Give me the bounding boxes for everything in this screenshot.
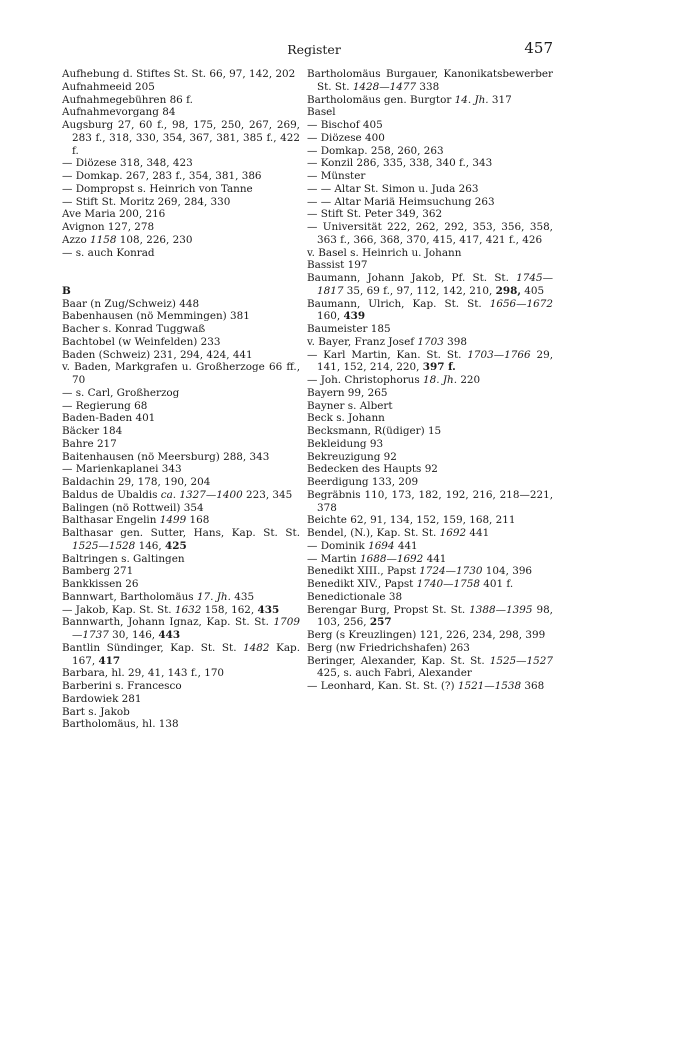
entry-text: — Bischof 405 <box>307 119 383 131</box>
entry-text: — Domkap. 258, 260, 263 <box>307 144 444 157</box>
entry-text: 17. Jh. <box>196 590 231 603</box>
entry-text: 1703 <box>417 335 444 348</box>
entry-text: Bantlin Sündinger, Kap. St. St. <box>62 641 244 654</box>
entry-text: Bartholomäus, hl. 138 <box>62 718 179 731</box>
index-entry <box>307 183 553 196</box>
entry-text: 160, <box>317 310 344 323</box>
index-entry <box>62 680 300 693</box>
index-entry <box>307 591 553 604</box>
index-entry <box>307 451 553 464</box>
index-entry <box>62 221 300 234</box>
entry-text: Balthasar gen. Sutter, Hans, Kap. St. St. <box>62 527 300 539</box>
entry-text: — Leonhard, Kan. St. St. (?) <box>307 680 458 692</box>
entry-text: 1388—1395 <box>469 603 533 616</box>
entry-text: 29, 141, 152, 214, 220, <box>317 348 553 374</box>
entry-text: Baumann, Ulrich, Kap. St. St. <box>307 297 490 310</box>
entry-text: 1632 <box>174 603 202 616</box>
entry-text: 417 <box>98 654 121 667</box>
index-entry <box>307 68 553 94</box>
entry-text: Bedecken des Haupts 92 <box>307 463 438 476</box>
index-column-left <box>62 68 300 731</box>
index-entry <box>62 667 300 680</box>
entry-text: Beerdigung 133, 209 <box>307 476 419 488</box>
entry-text: Bahre 217 <box>62 437 117 450</box>
entry-text: 1688—1692 <box>360 552 424 565</box>
entry-text: — — Altar Mariä Heimsuchung 263 <box>307 195 495 208</box>
index-entry <box>307 412 553 425</box>
entry-text: 435 <box>230 590 255 603</box>
index-entry <box>62 451 300 464</box>
entry-text: 98, 103, 256, <box>317 603 553 629</box>
entry-text: — Joh. Christophorus <box>307 374 424 386</box>
entry-text: 14. Jh. <box>454 93 489 106</box>
entry-text: Azzo <box>62 233 91 246</box>
entry-text: Bardowiek 281 <box>62 692 142 705</box>
entry-text: 338 <box>416 80 440 93</box>
index-entry <box>307 527 553 540</box>
entry-text: Baltringen s. Galtingen <box>62 552 185 565</box>
entry-text: Aufnahmegebühren 86 f. <box>62 93 193 106</box>
entry-text: — Martin <box>307 552 360 565</box>
entry-text: Bendel, (N.), Kap. St. St. <box>307 527 440 539</box>
entry-text: Bachtobel (w Weinfelden) 233 <box>62 335 221 348</box>
entry-text: Bassist 197 <box>307 259 368 272</box>
index-entry <box>307 336 553 349</box>
page-header <box>75 40 553 60</box>
entry-text: — Münster <box>307 170 366 182</box>
entry-text: Baumann, Johann Jakob, Pf. St. St. <box>307 272 517 284</box>
entry-text: — s. Carl, Großherzog <box>62 386 180 399</box>
entry-text: 30, 146, <box>108 629 159 641</box>
entry-text: — Marienkaplanei 343 <box>62 463 182 476</box>
index-entry <box>307 489 553 515</box>
entry-text: — Karl Martin, Kan. St. St. <box>307 348 468 361</box>
entry-text: — Regierung 68 <box>62 399 148 412</box>
page-number: 457 <box>524 39 553 57</box>
entry-text: 1724—1730 <box>419 565 483 578</box>
index-entry <box>307 463 553 476</box>
index-entry <box>62 553 300 566</box>
entry-text: 1703—1766 <box>467 348 531 361</box>
entry-text: Beichte 62, 91, 134, 152, 159, 168, 211 <box>307 514 516 527</box>
index-entry <box>62 298 300 311</box>
index-entry <box>62 642 300 668</box>
index-entry <box>62 94 300 107</box>
entry-text: ca. 1327—1400 <box>160 488 243 501</box>
entry-text: 35, 69 f., 97, 112, 142, 210, <box>343 284 496 297</box>
index-entry <box>307 247 553 260</box>
entry-text: Berg (s Kreuzlingen) 121, 226, 234, 298, 399 <box>307 629 546 641</box>
entry-text: v. Bayer, Franz Josef <box>307 335 418 348</box>
index-entry <box>62 196 300 209</box>
index-entry <box>62 400 300 413</box>
entry-text: Aufhebung d. Stiftes St. St. 66, 97, 142, 202 <box>62 68 296 80</box>
index-entry <box>307 553 553 566</box>
index-entry <box>307 387 553 400</box>
index-entry <box>307 604 553 630</box>
entry-text: Aufnahmeeid 205 <box>62 80 155 93</box>
entry-text: — Jakob, Kap. St. St. <box>62 603 175 616</box>
index-entry <box>307 221 553 247</box>
entry-text: 1656—1672 <box>489 297 553 310</box>
blank-line <box>62 272 300 285</box>
entry-text: 1521—1538 <box>457 680 522 692</box>
entry-text: Bayner s. Albert <box>307 399 393 412</box>
entry-text: Benedikt XIII., Papst <box>307 565 420 578</box>
entry-text: 1694 <box>368 539 395 552</box>
entry-text: — Diözese 400 <box>307 131 385 144</box>
index-entry <box>307 349 553 375</box>
index-entry <box>307 119 553 132</box>
entry-text: — — Altar St. Simon u. Juda 263 <box>307 182 479 195</box>
entry-text: Baar (n Zug/Schweiz) 448 <box>62 297 200 310</box>
index-entry <box>307 425 553 438</box>
entry-text: Augsburg 27, 60 f., 98, 175, 250, 267, 269, 283 f., 318, 330, 354, 367, 381, 385 f., 422 f. <box>62 119 300 157</box>
entry-text: 1745—1817 <box>317 272 553 297</box>
entry-text: 425, s. auch Fabri, Alexander <box>317 667 472 680</box>
index-entry <box>62 578 300 591</box>
entry-text: 298, <box>495 284 521 297</box>
entry-text: Bankkissen 26 <box>62 578 139 590</box>
index-entry <box>307 514 553 527</box>
index-entry <box>307 157 553 170</box>
entry-text: 168 <box>186 514 210 527</box>
entry-text: 443 <box>158 629 181 641</box>
entry-text: 425 <box>165 539 187 552</box>
entry-text: Berg (nw Friedrichshafen) 263 <box>307 641 470 654</box>
entry-text: 435 <box>257 603 280 616</box>
index-entry <box>62 476 300 489</box>
index-entry <box>62 119 300 157</box>
entry-text: 220 <box>457 374 481 386</box>
index-entry <box>62 616 300 642</box>
entry-text: Barbara, hl. 29, 41, 143 f., 170 <box>62 667 225 680</box>
index-entry <box>307 259 553 272</box>
entry-text: Bacher s. Konrad Tuggwaß <box>62 323 206 335</box>
entry-text: Kap. 167, <box>72 641 300 667</box>
entry-text: 1482 <box>243 641 270 654</box>
index-entry <box>62 361 300 387</box>
entry-text: — Diözese 318, 348, 423 <box>62 157 193 170</box>
index-entry <box>62 565 300 578</box>
entry-text: 441 <box>466 527 490 539</box>
entry-text: — Domkap. 267, 283 f., 354, 381, 386 <box>62 170 262 182</box>
entry-text: Balingen (nö Rottweil) 354 <box>62 501 204 514</box>
entry-text: Bannwarth, Johann Ignaz, Kap. St. St. <box>62 616 274 629</box>
blank-line <box>62 259 300 272</box>
entry-text: Avignon 127, 278 <box>62 221 155 233</box>
entry-text: 1740—1758 <box>416 578 480 590</box>
entry-text: 1428—1477 <box>352 80 417 93</box>
entry-text: 1158 <box>90 233 117 246</box>
entry-text: 1692 <box>439 527 467 539</box>
entry-text: 1499 <box>159 514 187 527</box>
index-entry <box>307 272 553 298</box>
index-entry <box>62 527 300 553</box>
entry-text: — Dominik <box>307 539 369 552</box>
index-entry <box>307 298 553 324</box>
index-entry <box>307 680 553 693</box>
entry-text: Barberini s. Francesco <box>62 680 182 692</box>
entry-text: v. Baden, Markgrafen u. Großherzoge 66 ff., 70 <box>62 361 300 386</box>
entry-text: — Stift St. Peter 349, 362 <box>307 208 443 221</box>
index-entry <box>307 132 553 145</box>
index-entry <box>62 68 300 81</box>
index-entry <box>62 425 300 438</box>
index-entry <box>62 463 300 476</box>
entry-text: 398 <box>443 335 468 348</box>
entry-text: Bartholomäus gen. Burgtor <box>307 93 455 106</box>
index-entry <box>307 642 553 655</box>
index-entry <box>62 591 300 604</box>
entry-text: 104, 396 <box>482 565 533 578</box>
entry-text: 439 <box>343 310 366 323</box>
entry-text: — s. auch Konrad <box>62 246 155 259</box>
entry-text: Ave Maria 200, 216 <box>62 208 166 221</box>
index-entry <box>307 438 553 451</box>
index-entry <box>62 157 300 170</box>
index-entry <box>62 234 300 247</box>
index-entry <box>62 247 300 260</box>
entry-text: Bamberg 271 <box>62 565 134 578</box>
entry-text: 441 <box>423 552 447 565</box>
index-entry <box>307 94 553 107</box>
entry-text: Babenhausen (nö Memmingen) 381 <box>62 310 250 323</box>
index-entry <box>62 208 300 221</box>
entry-text: 368 <box>521 680 545 692</box>
entry-text: 401 f. <box>479 578 514 590</box>
index-entry <box>307 323 553 336</box>
section-heading: B <box>62 284 71 297</box>
entry-text: Bekleidung 93 <box>307 437 384 450</box>
entry-text: Baden-Baden 401 <box>62 412 156 425</box>
index-entry <box>62 81 300 94</box>
index-entry <box>62 604 300 617</box>
entry-text: Beringer, Alexander, Kap. St. St. <box>307 654 490 667</box>
entry-text: Benedikt XIV., Papst <box>307 578 417 590</box>
entry-text: Bayern 99, 265 <box>307 386 388 399</box>
entry-text: — Universität 222, 262, 292, 353, 356, 358, 363 f., 366, 368, 370, 415, 417, 421 f., 426 <box>307 221 553 246</box>
entry-text: Benedictionale 38 <box>307 590 403 603</box>
index-entry <box>62 183 300 196</box>
index-entry <box>307 476 553 489</box>
index-entry <box>62 412 300 425</box>
index-entry <box>307 629 553 642</box>
index-entry <box>62 310 300 323</box>
entry-text: Bäcker 184 <box>62 425 123 437</box>
entry-text: 1525—1528 <box>72 539 136 552</box>
entry-text: 397 f. <box>422 361 456 374</box>
entry-text: Bekreuzigung 92 <box>307 450 397 463</box>
entry-text: Baden (Schweiz) 231, 294, 424, 441 <box>62 348 253 361</box>
index-entry <box>307 170 553 183</box>
entry-text: 223, 345 <box>242 488 293 501</box>
entry-text: Balthasar Engelin <box>62 514 160 527</box>
index-entry <box>62 718 300 731</box>
entry-text: 1525—1527 <box>489 654 553 667</box>
index-entry <box>62 106 300 119</box>
entry-text: 257 <box>369 616 392 629</box>
entry-text: — Dompropst s. Heinrich von Tanne <box>62 182 253 195</box>
index-entry <box>62 502 300 515</box>
index-entry <box>307 374 553 387</box>
index-entry <box>62 706 300 719</box>
index-entry <box>307 400 553 413</box>
entry-text: 18. Jh. <box>423 374 458 386</box>
entry-text: 108, 226, 230 <box>116 233 193 246</box>
entry-text: 405 <box>520 284 545 297</box>
index-entry <box>307 578 553 591</box>
entry-text: Begräbnis 110, 173, 182, 192, 216, 218—221, 378 <box>307 488 553 514</box>
index-entry <box>307 208 553 221</box>
index-entry <box>62 489 300 502</box>
index-column-right <box>307 68 553 693</box>
index-entry <box>62 170 300 183</box>
entry-text: Becksmann, R(üdiger) 15 <box>307 425 442 437</box>
entry-text: Basel <box>307 106 336 119</box>
entry-text: Bartholomäus Burgauer, Kanonikatsbewerber St. St. <box>307 68 553 93</box>
entry-text: 1709—1737 <box>72 616 300 641</box>
index-entry <box>62 438 300 451</box>
entry-text: 158, 162, <box>201 603 258 616</box>
running-title: Register <box>287 42 341 57</box>
entry-text: 441 <box>394 539 418 552</box>
index-entry <box>307 196 553 209</box>
index-entry <box>307 145 553 158</box>
index-entry <box>307 655 553 681</box>
index-entry <box>62 693 300 706</box>
entry-text: — Stift St. Moritz 269, 284, 330 <box>62 195 231 208</box>
index-entry <box>62 323 300 336</box>
entry-text: 317 <box>488 93 512 106</box>
entry-text: 146, <box>135 539 166 552</box>
entry-text: Bannwart, Bartholomäus <box>62 590 197 603</box>
entry-text: Bart s. Jakob <box>62 705 130 718</box>
entry-text: Baitenhausen (nö Meersburg) 288, 343 <box>62 450 270 463</box>
entry-text: Baldus de Ubaldis <box>62 488 161 501</box>
index-entry <box>62 514 300 527</box>
index-entry <box>307 106 553 119</box>
entry-text: Beck s. Johann <box>307 412 385 425</box>
index-entry <box>62 387 300 400</box>
index-entry <box>307 540 553 553</box>
entry-text: Baumeister 185 <box>307 323 391 335</box>
index-entry <box>307 565 553 578</box>
entry-text: Berengar Burg, Propst St. St. <box>307 603 470 616</box>
index-entry <box>62 349 300 362</box>
index-entry <box>62 336 300 349</box>
entry-text: v. Basel s. Heinrich u. Johann <box>307 246 462 259</box>
entry-text: Aufnahmevorgang 84 <box>62 106 176 119</box>
entry-text: — Konzil 286, 335, 338, 340 f., 343 <box>307 157 493 170</box>
entry-text: Baldachin 29, 178, 190, 204 <box>62 476 211 488</box>
